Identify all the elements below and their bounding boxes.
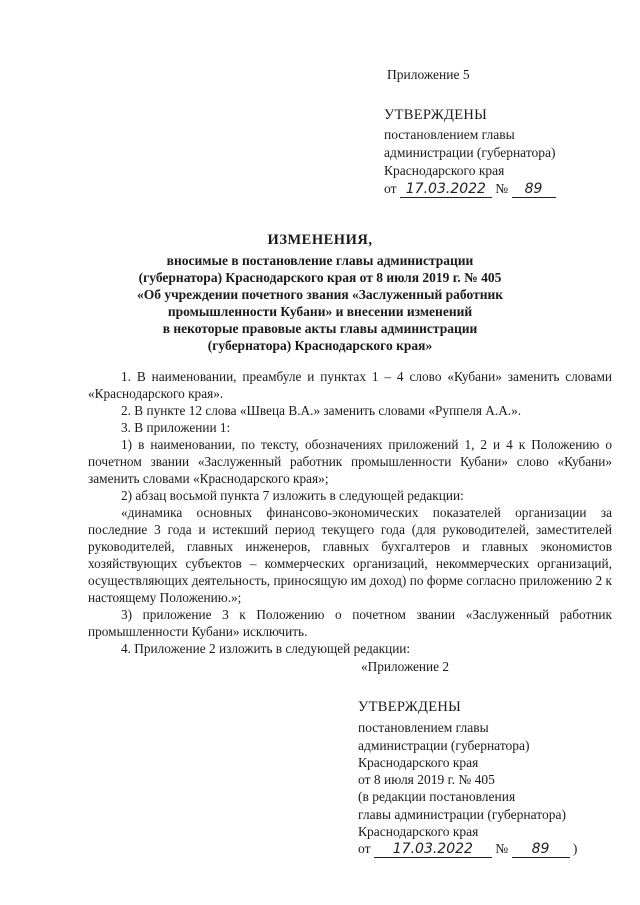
title-line: вносимые в постановление главы администрации bbox=[166, 253, 474, 268]
closing-paren: ) bbox=[572, 841, 578, 857]
approval-date-line bbox=[384, 180, 624, 198]
paragraph-4: 4. Приложение 2 изложить в следующей редакции: bbox=[121, 641, 411, 656]
subparagraph-3-3: 3) приложение 3 к Положению о почетном звании «Заслуженный работник промышленности Кубани» исключить. bbox=[88, 607, 612, 639]
paragraph-3: 3. В приложении 1: bbox=[121, 420, 231, 435]
paragraph-2: 2. В пункте 12 слова «Швеца В.А.» заменить словами «Руппеля А.А.». bbox=[121, 403, 522, 418]
approved-heading-2: УТВЕРЖДЕНЫ bbox=[358, 699, 462, 715]
handwritten-date: 17.03.2022 bbox=[400, 182, 492, 198]
approved-line: от 8 июля 2019 г. № 405 bbox=[358, 772, 495, 788]
date-prefix: от bbox=[358, 841, 371, 857]
handwritten-number: 89 bbox=[512, 842, 570, 858]
title-line: промышленности Кубани» и внесении изменений bbox=[167, 304, 473, 319]
number-sign: № bbox=[495, 181, 509, 196]
approved-line: администрации (губернатора) bbox=[358, 737, 530, 753]
approved-line: администрации (губернатора) bbox=[384, 145, 556, 160]
title-line: в некоторые правовые акты главы администрации bbox=[162, 321, 478, 336]
paragraph-1: 1. В наименовании, преамбуле и пунктах 1 – 4 слово «Кубани» заменить словами «Краснодарского края». bbox=[88, 369, 612, 401]
approved-line: постановлением главы bbox=[384, 127, 515, 142]
number-sign: № bbox=[495, 841, 509, 857]
title-heading: ИЗМЕНЕНИЯ, bbox=[267, 232, 373, 248]
approved-heading: УТВЕРЖДЕНЫ bbox=[384, 107, 488, 123]
approval-date-line-2 bbox=[358, 840, 628, 858]
handwritten-number: 89 bbox=[512, 182, 556, 198]
quoted-paragraph: «динамика основных финансово-экономических показателей организации за последние 3 года и истекший период текущего года (для руководителей, заместителей руководителей, главных инженеров, главных бухгалтеров и главных экономистов хозяйствующих субъектов – коммерческих организаций, некоммерческих организаций, осуществляющих деятельность, приносящую им доход) по форме согласно приложению 2 к настоящему Положению.»; bbox=[88, 505, 612, 605]
subparagraph-3-2: 2) абзац восьмой пункта 7 изложить в следующей редакции: bbox=[121, 488, 464, 503]
approved-line: Краснодарского края bbox=[384, 163, 505, 178]
title-line: (губернатора) Краснодарского края от 8 июля 2019 г. № 405 bbox=[138, 270, 502, 285]
document-body bbox=[88, 368, 612, 675]
handwritten-date: 17.03.2022 bbox=[374, 842, 492, 858]
approved-line: главы администрации (губернатора) bbox=[358, 806, 566, 822]
document-title bbox=[100, 232, 540, 354]
subparagraph-3-1: 1) в наименовании, по тексту, обозначениях приложений 1, 2 и 4 к Положению о почетном звании «Заслуженный работник промышленности Кубани» слово «Кубани» заменить словами «Краснодарского края»; bbox=[88, 437, 612, 486]
approved-line: постановлением главы bbox=[358, 720, 489, 736]
approval-block bbox=[384, 106, 624, 198]
quoted-appendix-label: «Приложение 2 bbox=[361, 659, 449, 674]
approved-line: Краснодарского края bbox=[358, 824, 479, 840]
approved-line: (в редакции постановления bbox=[358, 789, 516, 805]
approved-line: Краснодарского края bbox=[358, 754, 479, 770]
title-line: «Об учреждении почетного звания «Заслуженный работник bbox=[136, 287, 504, 302]
approval-block-2 bbox=[358, 699, 628, 858]
title-line: (губернатора) Краснодарского края» bbox=[207, 338, 433, 353]
date-prefix: от bbox=[384, 181, 397, 196]
appendix-label: Приложение 5 bbox=[387, 67, 470, 82]
